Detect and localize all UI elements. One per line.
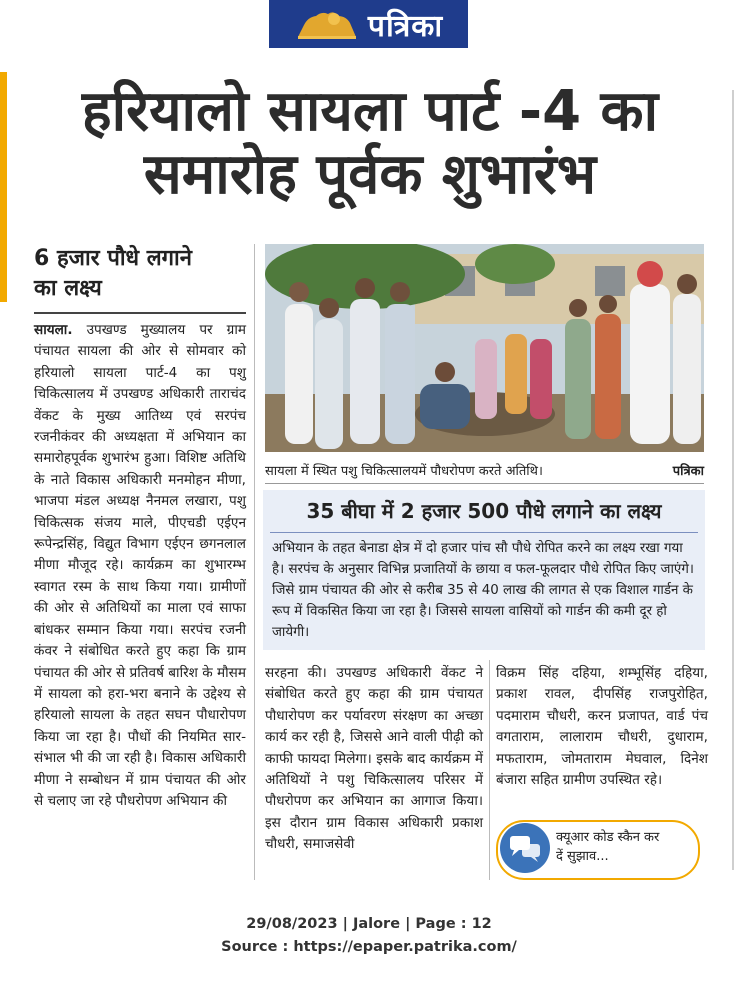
left-accent-bar xyxy=(0,72,7,302)
qr-prompt-text xyxy=(556,828,696,866)
column-1-text: उपखण्ड मुख्यालय पर ग्राम पंचायत सायला की ओर से सोमवार को हरियालो सायला पार्ट-4 का पशु चिकित्सालय में उपखण्ड अधिकारी ताराचंद वेंकट के मुख्य आतिथ्य एवं सरपंच रजनीकंवर की अध्यक्षता में अभियान का समारोहपूर्वक शुभारंभ हुआ। विशिष्ट अतिथि के नाते विकास अधिकारी मनमोहन मीणा, भाजपा मंडल अध्यक्ष नैनमल लखारा, पशु चिकित्सक संजय माले, पीएचडी एईएन रूपेन्द्रसिंह, विद्युत विभाग एईएन छगनलाल मीणा मौजूद रहे। कार्यक्रम का शुभारम्भ स्वागत रस्म के साथ किया गया। ग्रामीणों की ओर से अतिथियों का माला एवं साफा बांधकर सम्मान किया गया। सरपंच रजनी कंवर ने संबोधित करते हुए कहा कि ग्राम पंचायत की ओर से प्रतिवर्ष बारिश के मौसम में सायला को हरा-भरा बनाने के उद्देश्य से हरियालो सायला के तहत सघन पौधारोपण किया जा रहा है। पौधों की नियमित सार-संभाल भी की जा रही है। विकास अधिकारी मीणा ने सम्बोधन में ग्राम पंचायत की ओर से चलाए जा रहे पौधरोपण अभियान की xyxy=(34,322,246,809)
footer-date-edition: 29/08/2023 | Jalore | Page : 12 xyxy=(246,916,492,932)
page-edge-rule xyxy=(732,90,734,870)
brand-name: पत्रिका xyxy=(367,8,444,44)
subheadline-rule xyxy=(34,312,246,314)
headline-line-1: हरियालो सायला पार्ट -4 का xyxy=(81,79,659,144)
chat-bubbles-icon xyxy=(500,823,550,873)
subheadline-line-1: 6 हजार पौधे लगाने xyxy=(34,246,192,271)
subheadline-line-2: का लक्ष्य xyxy=(34,275,102,301)
photo-credit: पत्रिका xyxy=(672,464,704,479)
article-column-3: विक्रम सिंह दहिया, शम्भूसिंह दहिया, प्रकाश रावल, दीपसिंह राजपुरोहित, पदमाराम चौधरी, करन प्रजापत, वार्ड पंच वगताराम, लालाराम चौधरी, दुधाराम, मफताराम, जोमताराम मेघवाल, दिनेश बंजारा सहित ग्रामीण उपस्थित रहे। xyxy=(496,665,708,789)
qr-prompt-line-2: दें सुझाव... xyxy=(556,849,609,864)
photo-caption-text: सायला में स्थित पशु चिकित्सालयमें पौधरोपण करते अतिथि। xyxy=(265,464,543,479)
highlight-title: 35 बीघा में 2 हजार 500 पौधे लगाने का लक्ष्य xyxy=(306,499,662,523)
column-divider-2 xyxy=(489,660,490,880)
headline-line-2: समारोह पूर्वक शुभारंभ xyxy=(143,142,597,208)
dateline: सायला. xyxy=(34,322,73,338)
qr-prompt-line-1: क्यूआर कोड स्कैन कर xyxy=(556,830,660,845)
column-divider xyxy=(254,244,255,880)
footer-source: Source : https://epaper.patrika.com/ xyxy=(221,939,517,955)
article-column-2: सरहना की। उपखण्ड अधिकारी वेंकट ने संबोधित करते हुए कहा की ग्राम पंचायत पौधारोपण कर पर्यावरण संरक्षण का अच्छा कार्य कर रही है, जिससे आने वाली पीढ़ी को काफी फायदा मिलेगा। इसके बाद कार्यक्रम में अतिथियों ने पशु चिकित्सालय परिसर में पौधरोपण कर अभियान का आगाज किया। इस दौरान ग्राम विकास अधिकारी प्रकाश चौधरी, समाजसेवी xyxy=(265,665,483,853)
subheadline xyxy=(34,244,244,303)
photo-illustration xyxy=(265,244,704,452)
event-photo xyxy=(265,244,704,452)
highlight-text: अभियान के तहत बेनाडा क्षेत्र में दो हजार पांच सौ पौधे रोपित करने का लक्ष्य रखा गया है। सरपंच के अनुसार विभिन्न प्रजातियों के छाया व फल-फूलदार पौधे रोपित किए जाएंगे। जिसे ग्राम पंचायत की ओर से करीब 35 से 40 लाख की लागत से एक विशाल गार्डन के रूप में विकसित किया जा रहा है। जिससे सायला वासियों को गार्डन की कमी दूर हो जायेगी। xyxy=(272,541,694,640)
photo-caption xyxy=(265,457,704,484)
masthead-logo xyxy=(269,0,468,48)
highlight-rule xyxy=(270,532,698,533)
article-column-1 xyxy=(34,320,246,812)
headline xyxy=(20,78,720,208)
lion-icon xyxy=(294,7,360,41)
